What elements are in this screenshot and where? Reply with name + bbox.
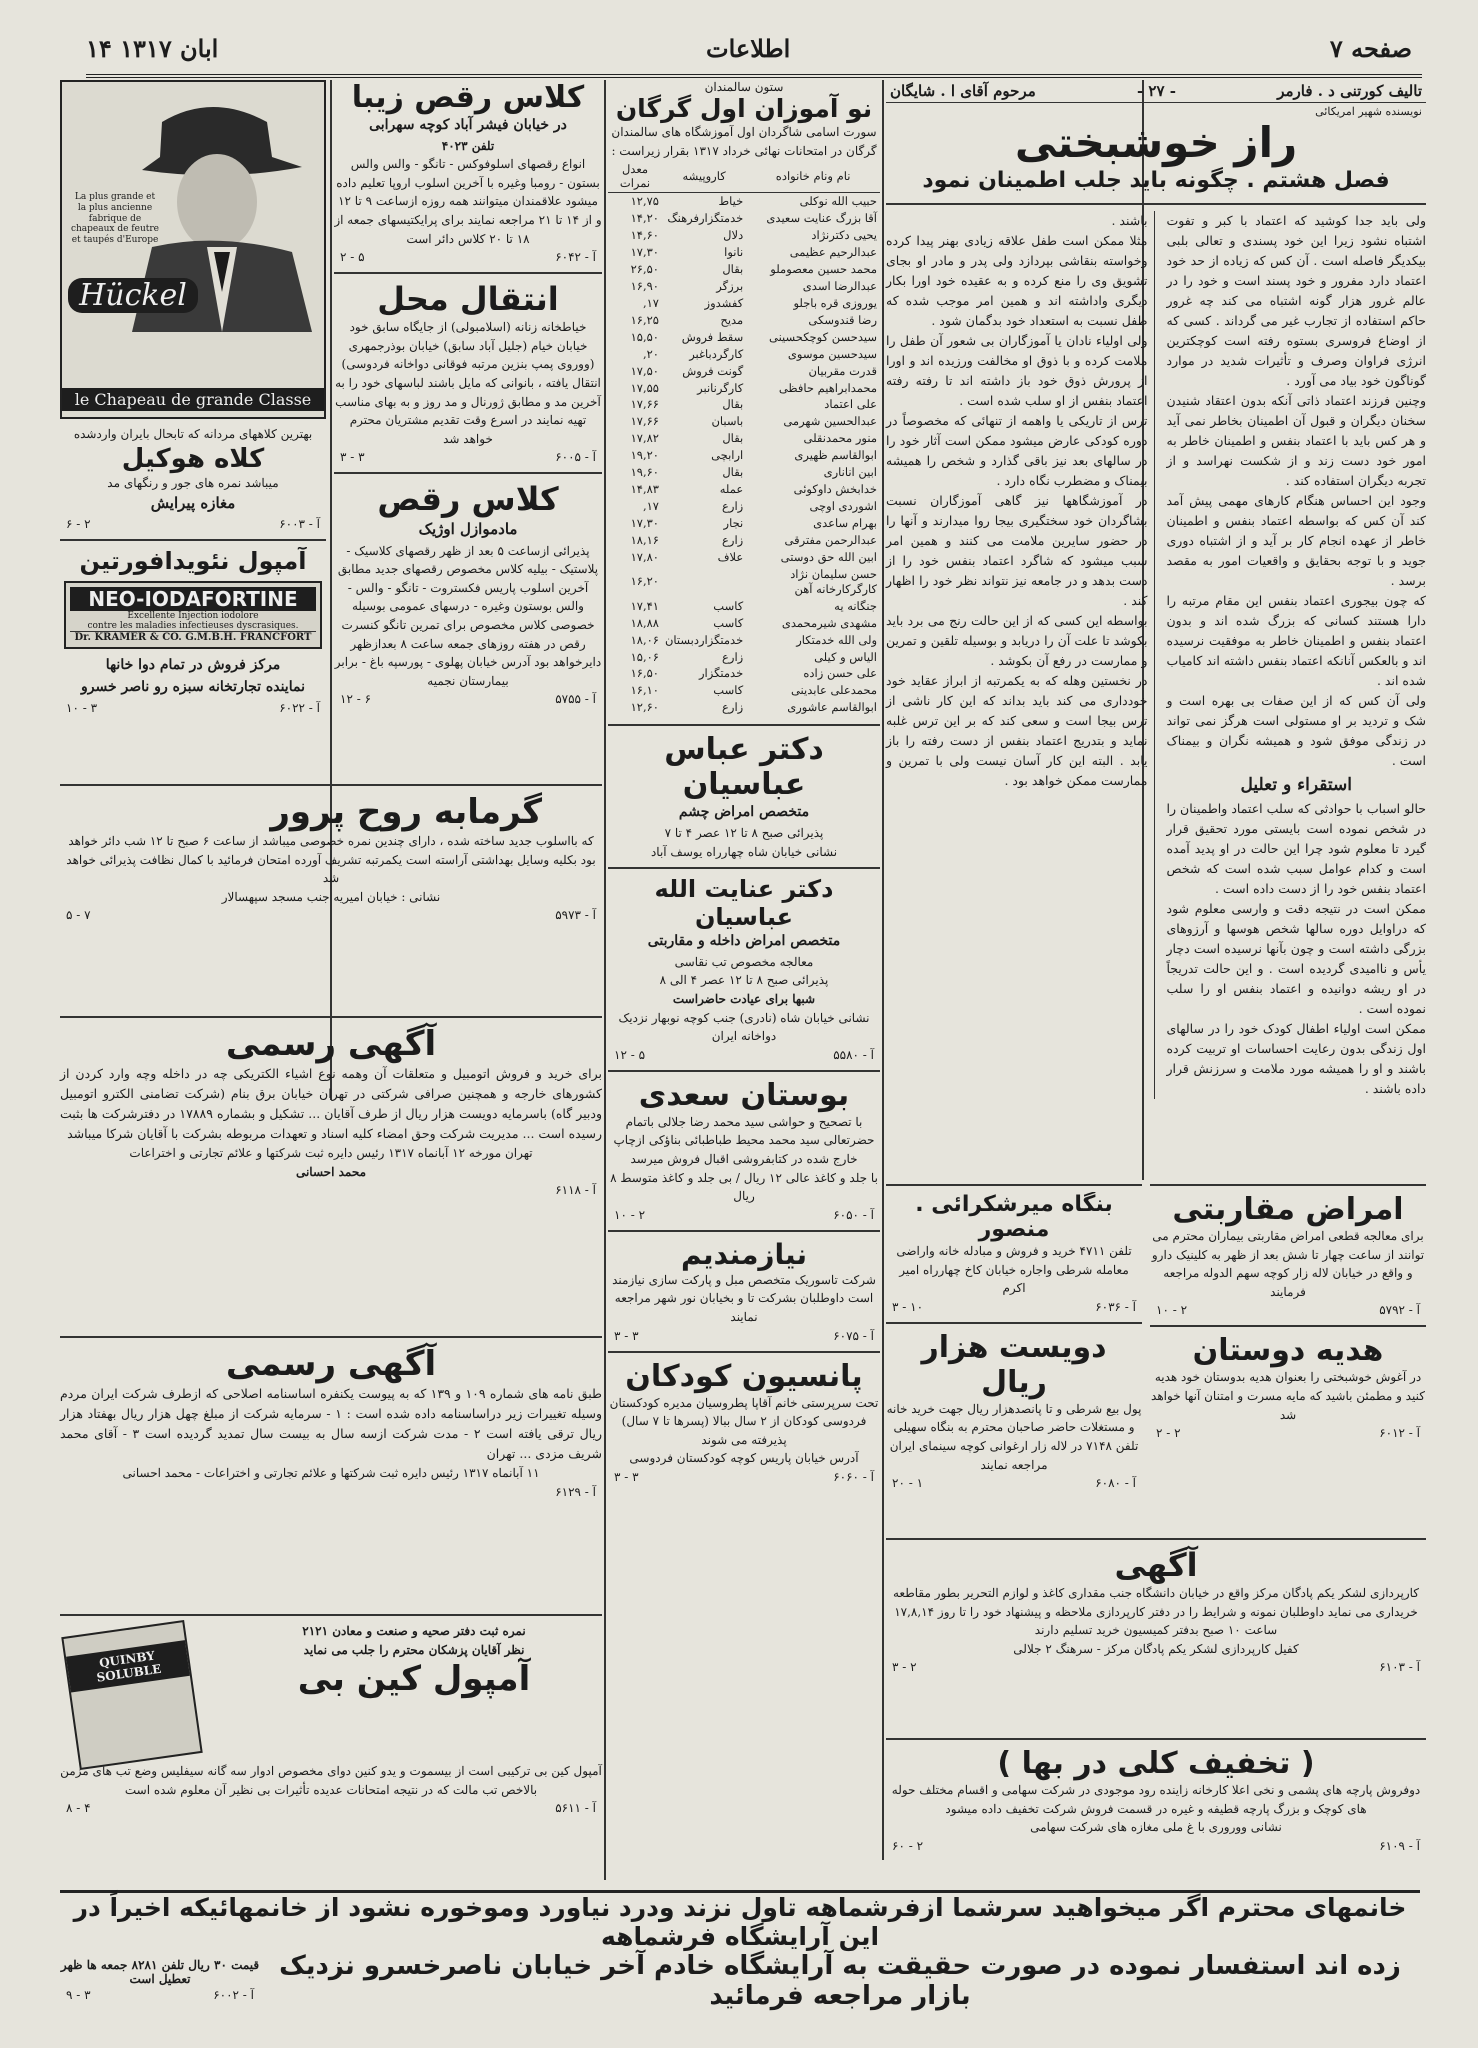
dance-class-sub: مادموازل اوژیک	[418, 520, 518, 539]
serial-paragraph: بواسطه این کسی که از این حالت رنج می برد باید بکوشد تا علت آن را دریابد و بوسیله تلقین و تمرین و ممارست در رفع آن بکوشد .	[886, 612, 1148, 668]
table-cell: کارگردباغبر	[689, 346, 744, 361]
table-header: معدل نمرات	[608, 160, 662, 193]
doctor-internal-hours: پذیرائی صبح ۸ تا ۱۲ عصر ۴ الی ۸	[659, 973, 829, 988]
serial-paragraph: ولی باید جدا کوشید که اعتماد با کبر و تفوت اشتباه نشود زیرا این خود پسندی و تعالی بلبی بیکدیگر فاصله است . آن کس که زیاده از حد خود اعتماد دارد مفرور و خود پسند است و خود را در عالم غرور هزار گونه اشتباه می کند چه غرور حاکم استفاده از تجارب غیر می گرداند . کسی که از اوضاع فروسری بستوه رفته است کوچکترین انرژی فراوان وصرف و تأثیرات شدید در موارد گوناگون خود بیاد می آورد .	[1166, 212, 1426, 388]
ad-code: آ - ۶۰۳۶	[1095, 1299, 1136, 1314]
doctor-eye-hours: پذیرائی صبح ۸ تا ۱۲ عصر ۴ تا ۷	[664, 825, 824, 840]
ad-code: آ - ۶۰۰۵	[555, 450, 596, 465]
ad-ref: ۳ - ۹	[66, 1988, 91, 2002]
table-row	[608, 498, 880, 515]
ad-ref: ۲ - ۲	[1156, 1426, 1181, 1441]
serial-paragraph: که چون بیجوری اعتماد بنفس این مقام مرتبه را دارا هستند کسانی که بزرگ شده اند و بدون اعتماد بنفس و اطمینان خاطر به موفقیت نرسیده اند و بالعکس آنانکه اعتماد بنفس داشته اند کامیاب شده اند .	[1166, 592, 1426, 688]
table-cell: ولی الله خدمتکار	[796, 632, 877, 647]
ad-ref: ۲ - ۱۰	[1156, 1303, 1188, 1318]
dance-ziba-title: کلاس رقص زیبا	[351, 80, 585, 115]
serial-subtitle: فصل هشتم . چگونه باید جلب اطمینان نمود	[922, 168, 1390, 194]
table-row	[608, 295, 880, 312]
list-kicker: ستون سالمندان	[704, 80, 784, 94]
ad-code: آ - ۶۰۷۵	[833, 1328, 874, 1343]
ad-hat	[60, 80, 326, 419]
ad-agency-text: تلفن ۴۷۱۱ خرید و فروش و مبادله خانه واراضی معامله شرطی واجاره خیابان کاخ چهارراه امیر اکرم	[896, 1244, 1132, 1296]
table-cell: ۱۷,۸۰	[630, 549, 659, 564]
ad-dance-ziba	[334, 80, 602, 266]
table-cell: نانوا	[724, 245, 744, 259]
dance-column	[334, 80, 602, 708]
table-cell: یوروزی قره باجلو	[793, 295, 877, 310]
table-cell: ۱۸,۰۶	[630, 632, 659, 647]
hat-fa-shop: مغازه پیرایش	[150, 494, 236, 513]
serial-column-left	[886, 211, 1155, 1099]
table-cell: کاسب	[713, 683, 744, 698]
table-row	[608, 566, 880, 598]
official1-text: برای خرید و فروش اتومبیل و متعلقات آن وهمه نوع اشیاء الکتریکی چه در داخله وچه وارد کردن از کشورهای خارجه و همچنین صرافی شرکتی در تهران خیابان برق بنام (شرکت تضامنی الکترو اتومبیل ودبیر گاه) باسرمایه دویست هزار ریال از طرف آقایان ... تشکیل و بشماره ۱۷۸۸۹ در دفترشرکت ها بثبت رسیده است ... مدیریت شرکت وحق امضاء کلیه اسناد و تعهدات مربوطه بشرکت با آقایان شرکا میباشد	[60, 1066, 602, 1141]
table-cell: بقال	[722, 431, 744, 446]
ad-code: آ - ۶۰۱۲	[1379, 1426, 1420, 1441]
table-cell: کاسب	[713, 598, 744, 613]
ad-ref: ۵ - ۲	[340, 250, 365, 265]
ad-diseases-title: امراض مقاربتی	[1172, 1192, 1404, 1227]
table-row	[608, 464, 880, 481]
banner-price: قیمت ۳۰ ریال تلفن ۸۲۸۱ جمعه ها ظهر تعطیل است	[60, 1958, 260, 1986]
table-cell: یحیی دکترنژاد	[811, 228, 877, 243]
table-cell: حبیب الله نوکلی	[799, 194, 877, 209]
serial-paragraph: در نخستین وهله که به یکمرتبه از ابراز عقاید خود خودداری می کند باید بداند که این کار ناشی از ترس بیجا است و سعی کند که بر این ترس غلبه نماید و بتدریج اعتماد بنفس از دست رفته را باز یابد . البته این کار آسان نیست ولی با تمرین و ممارست ممکن خواهد بود .	[886, 672, 1148, 788]
list-title: نو آموزان اول گرگان	[615, 94, 873, 123]
table-cell: عبدالرحمن مفترقی	[784, 532, 877, 547]
ad-code: آ - ۶۰۰۳	[279, 517, 320, 532]
table-cell: محمد حسین معصوملو	[770, 261, 877, 276]
table-cell: اشوردی اوچی	[809, 499, 877, 514]
table-cell: ۱۷,۵۵	[630, 380, 659, 395]
table-cell: علی حسن زاده	[803, 666, 877, 681]
ad-ref: ۳ - ۳	[614, 1469, 639, 1484]
table-cell: محمدعلی عابدینی	[790, 683, 877, 698]
doctor-eye-specialty: متخصص امراض چشم	[678, 804, 810, 821]
table-row	[608, 193, 880, 210]
official1-date: تهران مورخه ۱۲ آبانماه ۱۳۱۷ رئیس دایره ثبت شرکتها و علائم تجارتی و اختراعات	[129, 1146, 533, 1160]
ad-notice-footer: کفیل کارپردازی لشکر یکم پادگان مرکز - سرهنگ ۲ جلالی	[1013, 1641, 1299, 1656]
ad-ref: ۳ - ۱۰	[66, 700, 98, 715]
hat-fa-brand: کلاه هوکیل	[121, 443, 265, 474]
ad-doctor-eye	[608, 732, 880, 861]
bottom-banner	[60, 1890, 1420, 2011]
table-row	[608, 549, 880, 566]
table-cell: ۲۶,۵۰	[630, 261, 659, 276]
table-cell: خدمتگزارفرهنگ	[667, 211, 744, 226]
doctor-eye-address: نشانی خیابان شاه چهارراه یوسف آباد	[650, 844, 838, 859]
needed-title: نیازمندیم	[681, 1237, 807, 1271]
ad-code: آ - ۵۶۱۱	[555, 1801, 596, 1816]
bostan-title: بوستان سعدی	[638, 1077, 850, 1113]
table-cell: ۱۹,۲۰	[630, 448, 659, 463]
ad-ref: ۲ - ۶۰	[892, 1838, 924, 1853]
table-cell: ۱۲,۷۵	[630, 194, 659, 209]
quinby-box-label: QUINBY SOLUBLE	[66, 1640, 190, 1692]
serial-writer-note: نویسنده شهیر امریکائی	[1315, 105, 1422, 118]
table-row	[608, 278, 880, 295]
table-cell: زارع	[722, 499, 744, 514]
ad-ref: ۴ - ۸	[66, 1801, 91, 1816]
dance-class-text: پذیرائی ازساعت ۵ بعد از ظهر رقصهای کلاسیک - پلاستیک - بیلیه کلاس مخصوص رقصهای جدید مطابق آخرین اسلوب پاریس فکستروت - تانگو - والس - والس بوستون وغیره - درسهای عمومی بوسیله خصوصی کلاس مخصوص برای تمرین تانگو کنسرت رقص در هفته روزهای جمعه ساعت ۸ بعدازظهر دایرخواهد بود آدرس خیابان پهلوی - پورسپه باغ - برابر بیمارستان نجمیه	[334, 543, 602, 688]
serial-paragraph: وجود این احساس هنگام کارهای مهمی پیش آمد کند آن کس که بواسطه اعتماد بنفس و اطمینان خاطر از عهده انجام کار بر آید و از اشتباه دوری جوید و با توجه بحقایق و واقعیات امور به مقصد برسد .	[1166, 492, 1426, 588]
table-cell: نجار	[723, 516, 744, 530]
ad-diseases	[1150, 1192, 1426, 1319]
table-cell: سقط فروش	[681, 329, 744, 344]
table-row	[608, 699, 880, 716]
neo-agent: نماینده تجارتخانه سبزه رو ناصر خسرو	[81, 679, 305, 696]
table-cell: کارگرنانبر	[697, 380, 744, 395]
table-row	[608, 244, 880, 261]
table-cell: خدمتگزاردبستان	[664, 632, 744, 647]
move-text: خیاطخانه زنانه (اسلامبولی) از جایگاه سابق خود خیابان خیام (جلیل آباد سابق) خیابان بوذرجمهری (ووروی پمپ بنزین مرتبه فوقانی دواخانه فردوسی) انتقال یافته ، بانوانی که مایل باشند لباسهای خود را به آخرین مد و مطابق ژورنال و مد روز و به بهای مناسب تهیه نمایند در اسرع وقت تقدیم مشتریان محترم خواهد شد	[335, 320, 601, 446]
table-cell: ارابچی	[711, 448, 744, 463]
serial-paragraph: ولی آن کس که از این صفات بی بهره است و شک و تردید بر او مستولی است هرگز نمی تواند در زندگی موفق شود و همیشه نگران و بیمناک است .	[1166, 692, 1426, 768]
ad-move	[334, 280, 602, 466]
table-cell: ۱۶,۱۰	[630, 683, 659, 698]
ad-code: آ - ۵۷۵۵	[555, 692, 596, 707]
neo-title: آمپول نئویدافورتین	[79, 547, 307, 576]
table-cell: زارع	[722, 532, 744, 547]
left-ads-column	[60, 80, 326, 717]
table-cell: بقال	[722, 397, 744, 412]
table-cell: ابوالقاسم عاشوری	[787, 700, 877, 715]
table-cell: ابوالقاسم ظهیری	[794, 448, 877, 463]
table-cell: ۱۶,۲۵	[630, 312, 659, 327]
table-cell: ۱۷,۴۱	[630, 598, 659, 613]
neo-brand: NEO-IODAFORTINE	[70, 587, 316, 611]
ad-needed	[608, 1238, 880, 1345]
doctor-internal-extra: معالجه مخصوص تب نقاسی	[674, 954, 814, 969]
table-row	[608, 380, 880, 397]
table-cell: علاف	[717, 549, 744, 564]
table-row	[608, 615, 880, 632]
ad-gift-text: در آغوش خوشبختی را بعنوان هدیه بدوستان خود هدیه کنید و مطمئن باشید که مایه مسرت و امتنان آنها خواهد شد	[1151, 1370, 1425, 1422]
column-rule	[604, 80, 606, 1880]
official2-date: ۱۱ آبانماه ۱۳۱۷ رئیس دایره ثبت شرکتها و علائم تجارتی و اختراعات - محمد احسانی	[122, 1466, 540, 1480]
table-cell: خیاط	[718, 194, 744, 209]
table-row	[608, 329, 880, 346]
table-cell: کفشدوز	[704, 295, 744, 310]
table-cell: ۱۷,۶۶	[630, 414, 659, 429]
table-row	[608, 312, 880, 329]
table-cell: ابین اناناری	[823, 465, 877, 480]
table-cell: جنگانه یه	[834, 598, 877, 613]
official2-text: طبق نامه های شماره ۱۰۹ و ۱۳۹ که به پیوست یکنفره اساسنامه اصلاحی که ازطرف شرکت ایران مردم وسیله تغییرات زیر دراساسنامه داده شده است : ۱ - سرمایه شرکت از مبلغ چهل هزار ریال بهفتاد هزار ریال ترقی یافته است ۲ - مدت شرکت ازسه سال به بیست سال تمدید گردیده است ۳ - آقای محمد شریف مزدی ... تهران	[60, 1386, 603, 1461]
ad-notice-text: کارپردازی لشکر یکم پادگان مرکز واقع در خیابان دانشگاه جنب مقداری کاغذ و لوازم التحریر بطور مقاطعه خریداری می نماید داوطلبان نمونه و شرایط را در دفتر کارپردازی ملاحظه و پیشنهاد خود را تا روز ۱۷,۸,۱۴ ساعت ۱۰ صبح بدفتر کمیسیون خرید تسلیم دارند	[892, 1586, 1419, 1638]
newspaper-name: اطلاعات	[706, 34, 791, 63]
dance-class-title: کلاس رقص	[377, 480, 559, 519]
right-ads-column	[1150, 1178, 1426, 1442]
table-cell: علی اعتماد	[824, 397, 877, 412]
ad-gift-title: هدیه دوستان	[1192, 1333, 1384, 1369]
doctor-internal-specialty: متخصص امراض داخله و مقاربتی	[647, 933, 841, 950]
serial-author: تالیف کورتنی د . فارمر	[1277, 82, 1422, 100]
table-cell: ۱۷,۵۰	[630, 363, 659, 378]
table-cell: ۱۴,۸۳	[630, 482, 659, 497]
hat-fa-line3: میباشد نمره های جور و رنگهای مد	[107, 475, 279, 490]
bath-text: که بااسلوب جدید ساخته شده ، دارای چندین نمره خصوصی میباشد از ساعت ۶ صبح تا ۱۲ شب دائر خواهد بود بکلیه وسایل بهداشتی آراسته است یکمرتبه تشریف آورده امتحان فرمائید با کمال نظافت پذیرائی خواهد شد	[66, 834, 596, 886]
page-number: صفحه ۷	[1329, 34, 1412, 63]
table-cell: الیاس و کیلی	[814, 649, 877, 664]
serial-title: راز خوشبختی	[1014, 118, 1298, 167]
serial-paragraph: وچنین فرزند اعتماد ذاتی آنکه بدون اعتقاد شنیدن سخنان دیگران و قبول آن اطمینان بخاطر نمی آید و هر کس باید با اعتماد بنفس و اطمینان خاطر به امور خود دست زند و از شکست نهراسد و از تجربه دیگران استفاده کند .	[1166, 392, 1426, 488]
table-row	[608, 632, 880, 649]
ad-loan-text: پول بیع شرطی و تا پانصدهزار ریال جهت خرید خانه و مستغلات حاضر صاحبان محترم به بنگاه سهیلی تلفن ۷۱۴۸ در لاله زار ارغوانی کوچه سینمای ایران مراجعه نمایند	[886, 1401, 1142, 1472]
ad-code: آ - ۶۰۴۲	[555, 250, 596, 265]
table-cell: عبدالرحیم عظیمی	[789, 245, 877, 259]
ad-code: آ - ۶۰۲۲	[279, 700, 320, 715]
table-cell: محمدابراهیم حافظی	[778, 380, 877, 395]
ad-gift	[1150, 1333, 1426, 1442]
table-cell: سیدحسن کوچکحسینی	[768, 329, 877, 344]
doctor-internal-address: نشانی خیابان شاه (نادری) جنب کوچه نوبهار نزدیک دواخانه ایران	[618, 1010, 870, 1044]
serial-paragraph: ممکن است اولیاء اطفال کودک خود را در سالهای اول زندگی بدون رعایت احساسات او تربیت کرده باشند و او را همیشه مورد ملامت و سرزنش قرار داده باشند .	[1166, 1020, 1426, 1096]
quinby-top1: نمره ثبت دفتر صحیه و صنعت و معادن ۲۱۲۱	[302, 1624, 526, 1638]
ad-diseases-text: برای معالجه قطعی امراض مقاربتی بیماران محترم می توانند از ساعت چهار تا شش بعد از ظهر به کلینیک دارو و واقع در خیابان لاله زار کوچه سهم الدوله مراجعه فرمایند	[1151, 1229, 1425, 1299]
dance-ziba-location: در خیابان فیشر آباد کوچه سهرابی	[369, 117, 567, 133]
table-cell: حسن سلیمان نژاد کارگرکارخانه آهن	[790, 566, 877, 596]
ad-discount-address: نشانی ووروری با غ ملی مغازه های شرکت سهامی	[1030, 1820, 1282, 1835]
table-cell: مشهدی شیرمحمدی	[781, 615, 877, 630]
neo-maker: Dr. KRAMER & CO. G.M.B.H. FRANCFORT	[70, 631, 316, 643]
ad-quinby	[60, 1608, 602, 1817]
ad-ref: ۱۰ - ۳	[892, 1299, 924, 1314]
banner-line2: زده اند استفسار نموده در صورت حقیقت به آرایشگاه خادم آخر خیابان ناصرخسرو نزدیک بازار مراجعه فرمائید	[279, 1951, 1401, 2011]
ad-notice-title: آگهی	[1114, 1546, 1198, 1584]
bostan-text: با تصحیح و حواشی سید محمد رضا جلالی باتمام حضرتعالی سید محمد محیط طباطبائی بناؤکی ازچاپ خارج شده در کتابفروشی اقبال فروش میرسد	[613, 1114, 875, 1166]
ad-code: آ - ۶۱۱۸	[555, 1183, 596, 1198]
doctor-internal-visits: شبها برای عیادت حاضراست	[672, 992, 816, 1006]
ad-pension	[608, 1359, 880, 1486]
issue-date: ۱۴ ابان ۱۳۱۷	[86, 34, 219, 63]
table-row	[608, 598, 880, 615]
serial-paragraph: ممکن است در نتیجه دقت و وارسی معلوم شود که دراوایل دوره سالها شخص هوسها و آرزوهای بزرگی داشته است و چون بآنها نرسیده است دچار یأس و ناامیدی گردیده است . و این حالت تدریجاً در او ریشه دوانیده و اعتماد بنفس او را سلب نموده است .	[1166, 900, 1426, 1016]
ad-ref: ۷ - ۵	[66, 908, 91, 923]
table-row	[608, 413, 880, 430]
table-cell: ۱۵,۰۶	[630, 649, 659, 664]
ad-code: آ - ۶۰۶۰	[833, 1469, 874, 1484]
table-cell: بقال	[722, 465, 744, 480]
quinby-text: آمپول کین بی ترکیبی است از بیسموت و یدو کنین دوای مخصوص ادوار سه گانه سیفلیس وضع تب های مزمن بالاخص تب مالت که در نتیجه امتحانات عدیده تأثیرات بی نظیر آن معلوم شده است	[60, 1764, 602, 1797]
students-table	[608, 160, 880, 716]
move-title: انتقال محل	[377, 280, 559, 319]
pension-address: آدرس خیابان پاریس کوچه کودکستان فردوسی	[629, 1451, 859, 1466]
table-cell: گونت فروش	[682, 363, 744, 378]
table-row	[608, 430, 880, 447]
table-row	[608, 261, 880, 278]
official-notice-1	[60, 1010, 602, 1199]
hat-tagline: le Chapeau de grande Classe	[62, 388, 324, 411]
neo-box	[64, 581, 322, 649]
table-row	[608, 346, 880, 363]
ad-notice	[886, 1532, 1426, 1676]
ad-ref: ۲ - ۱۰	[614, 1207, 646, 1222]
ad-code: آ - ۵۹۷۳	[555, 908, 596, 923]
middle-right-ads-column	[886, 1178, 1142, 1492]
table-cell: ۲۰,	[642, 346, 659, 361]
page-header	[86, 28, 1422, 78]
ad-loan-title: دویست هزار ریال	[921, 1329, 1107, 1400]
ad-hat-persian	[60, 425, 326, 533]
bath-address: نشانی : خیابان امیریه جنب مسجد سپهسالار	[221, 889, 441, 904]
ad-neo-iodafortine	[60, 547, 326, 716]
bath-title: گرمابه روح پرور	[270, 792, 542, 832]
table-cell: باسبان	[711, 414, 744, 429]
table-header: نام ونام خانواده	[746, 160, 880, 193]
banner-line1: خانمهای محترم اگر میخواهید سرشما ازفرشماهه تاول نزند ودرد نیاورد وموخوره نشود از خانمهائیکه اخیراً در این آرایشگاه فرشماهه	[73, 1893, 1407, 1951]
column-rule	[330, 80, 332, 1100]
table-row	[608, 363, 880, 380]
dance-ziba-phone: تلفن ۴۰۲۳	[441, 138, 495, 153]
ad-ref: ۵ - ۱۲	[614, 1047, 646, 1062]
serial-column-right	[1167, 211, 1427, 1099]
table-row	[608, 396, 880, 413]
quinby-box-illustration	[61, 1620, 202, 1770]
table-cell: ۱۷,۳۰	[630, 516, 659, 530]
table-cell: رضا قندوسکی	[808, 312, 877, 327]
pension-text: تحت سرپرستی خانم آقاپا پطروسیان مدیره کودکستان فردوسی کودکان از ۲ سال ببالا (پسرها تا ۷ سال) پذیرفته می شوند	[609, 1395, 879, 1447]
table-cell: زارع	[722, 649, 744, 664]
table-cell: عبدالرضا اسدی	[802, 278, 877, 293]
official1-title: آگهی رسمی	[225, 1024, 437, 1064]
bostan-prices: با جلد و کاغذ عالی ۱۲ ریال / بی جلد و کاغذ متوسط ۸ ریال	[610, 1170, 878, 1204]
ad-agency-title: بنگاه میرشکرائی . منصور	[915, 1192, 1113, 1242]
table-row	[608, 682, 880, 699]
table-cell: ۱۷,۸۲	[630, 431, 659, 446]
students-column	[608, 80, 880, 1486]
table-row	[608, 447, 880, 464]
ad-discount-text: دوفروش پارچه های پشمی و نخی اعلا کارخانه زاینده رود موجودی در شرکت سهامی و اقسام مختلف حوله های کوچک و بزرگ پارچه قطیفه و غیره در قسمت فروش شرکت تخفیف داده میشود	[891, 1783, 1421, 1816]
neo-sale: مرکز فروش در تمام دوا خانها	[105, 657, 281, 674]
table-cell: ۱۴,۶۰	[630, 228, 659, 243]
table-row	[608, 649, 880, 666]
ad-dance-class	[334, 480, 602, 708]
table-row	[608, 515, 880, 532]
table-cell: ۱۷,۶۶	[630, 397, 659, 412]
official1-signer: محمد احسانی	[295, 1164, 367, 1179]
list-intro: سورت اسامی شاگردان اول آموزشگاه های سالمندان گرگان در امتحانات نهائی خرداد ۱۳۱۷ بقرار زیراست :	[611, 125, 877, 158]
ad-code: آ - ۶۱۰۹	[1379, 1838, 1420, 1853]
serial-paragraph: مثلا ممکن است طفل علاقه زیادی بهنر پیدا کرده وخواسته بنقاشی بپردازد ولی پدر و مادر او بجای تشویق وی را منع کرده و به عقیده خود اورا بکار دیگری واداشته اند و همین امر موجب شده که طفل نسبت به استعداد خود بدگمان شود .	[886, 232, 1148, 328]
table-cell: آقا بزرگ عنایت سعیدی	[766, 211, 877, 226]
table-cell: ۱۶,۲۰	[630, 574, 659, 589]
table-cell: خدمتگزار	[698, 666, 744, 681]
hat-brand: Hückel	[68, 278, 198, 313]
table-cell: ۱۸,۸۸	[630, 615, 659, 630]
table-cell: سیدحسین موسوی	[787, 346, 877, 361]
serial-translator: مرحوم آقای ا . شایگان	[890, 82, 1036, 100]
table-cell: کاسب	[713, 615, 744, 630]
dance-ziba-text: انواع رقصهای اسلوفوکس - تانگو - والس والس بستون - رومبا وغیره با آخرین اسلوب اروپا تعلیم داده میشود علاقمندان میتوانند همه روزه ازساعت ۹ تا ۱۲ و از ۱۴ تا ۲۱ مراجعه نمایند برای پرایکتیسهای جمعه از ۱۸ تا ۲۰ کلاس دائر است	[334, 157, 602, 246]
table-cell: ۱۷,۳۰	[630, 245, 659, 259]
serial-paragraph: ولی اولیاء نادان یا آموزگاران بی شعور آن طفل را ملامت کرده و با ذوق او مخالفت ورزیده اند و اورا از پرورش ذوق خود باز داشته اند تا رفته رفته اعتماد بنفس از او سلب شده است .	[886, 332, 1148, 408]
ad-ref: ۶ - ۱۲	[340, 692, 372, 707]
table-row	[608, 532, 880, 549]
table-cell	[662, 566, 746, 598]
serial-story	[886, 80, 1426, 1099]
table-cell: عبدالحسین شهرمی	[783, 414, 877, 429]
table-cell: ۱۵,۵۰	[630, 329, 659, 344]
pension-title: پانسیون کودکان	[625, 1358, 863, 1394]
table-cell: ۱۲,۶۰	[630, 700, 659, 715]
ad-bostan	[608, 1078, 880, 1224]
ad-ref: ۲ - ۳	[892, 1660, 917, 1675]
table-cell: ۱۶,۹۰	[630, 278, 659, 293]
serial-section-heading: استقراء و تعلیل	[1240, 774, 1352, 795]
table-cell: منور محمدنقلی	[803, 431, 877, 446]
table-cell: برزگر	[716, 278, 744, 293]
hat-fa-line1: بهترین کلاههای مردانه که تابحال بایران واردشده	[73, 427, 313, 441]
table-cell: ۱۷,	[642, 295, 659, 310]
column-rule	[882, 80, 884, 1860]
ad-bath	[60, 778, 602, 924]
table-cell: بقال	[722, 261, 744, 276]
ad-ref: ۱ - ۲۰	[892, 1476, 924, 1491]
neo-desc2: contre les maladies infectieuses dyscrasiques.	[87, 621, 299, 632]
ad-discount	[886, 1732, 1426, 1855]
ad-ref: ۳ - ۳	[340, 450, 365, 465]
ad-discount-title: ( تخفیف کلی در بها )	[997, 1746, 1315, 1781]
serial-paragraph: در آموزشگاهها نیز گاهی آموزگاران نسبت بشاگردان خود سختگیری بیجا روا میدارند و آنها را در حضور سایرین ملامت می کنند و همین امر سبب میشود که شاگرد اعتماد بنفس خود را از دست بدهد و در جامعه نیز نتواند نظر خود را اظهار کند .	[886, 492, 1148, 608]
ad-ref: ۲ - ۶	[66, 517, 91, 532]
table-header: کاروپیشه	[662, 160, 746, 193]
table-cell: خدابخش داوکوئی	[793, 482, 877, 497]
table-cell: بهرام ساعدی	[813, 516, 877, 530]
ad-agency	[886, 1192, 1142, 1316]
table-row	[608, 665, 880, 682]
ad-code: آ - ۶۰۵۰	[833, 1207, 874, 1222]
ad-code: آ - ۶۰۸۰	[1095, 1476, 1136, 1491]
serial-paragraph: حالو اسباب با حوادثی که سلب اعتماد واطمینان را در شخص نموده است بایستی مورد تحقیق قرار گیرد تا معلوم شود چرا این حالت در او پدید آمده است و کدام عوامل سبب شده است که شخص اعتماد بنفس خود را از دست داده است .	[1166, 800, 1426, 896]
table-row	[608, 210, 880, 227]
table-cell: ۱۸,۱۶	[630, 532, 659, 547]
needed-text: شرکت تاسوریک متخصص مبل و پارکت سازی نیازمند است داوطلبان بشرکت تا و بخیابان نور شهر مراجعه نمایند	[612, 1272, 876, 1324]
ad-ref: ۳ - ۳	[614, 1328, 639, 1343]
table-cell: دلال	[723, 228, 744, 243]
table-cell: عمله	[719, 482, 744, 497]
ad-code: آ - ۶۰۰۲	[213, 1988, 254, 2002]
official2-title: آگهی رسمی	[225, 1344, 437, 1384]
ad-doctor-internal	[608, 875, 880, 1064]
ad-code: آ - ۵۵۸۰	[833, 1047, 874, 1062]
table-cell: ابین الله حق دوستی	[780, 549, 877, 564]
serial-paragraph: باشند .	[1111, 212, 1148, 228]
table-row	[608, 481, 880, 498]
ad-code: آ - ۵۷۹۲	[1379, 1303, 1420, 1318]
table-cell: ۱۹,۶۰	[630, 465, 659, 480]
table-cell: قدرت مقربیان	[808, 363, 877, 378]
official-notice-2	[60, 1330, 602, 1501]
ad-code: آ - ۶۱۰۳	[1379, 1660, 1420, 1675]
table-cell: ۱۴,۲۰	[630, 211, 659, 226]
serial-paragraph: ترس از تاریکی یا واهمه از تنهائی که مخصوصاً در دوره کودکی عارض میشود ممکن است آثار خود را در سالهای بعد نیز باقی گذارد و شخص را همیشه بیمناک و مضطرب نگاه دارد .	[886, 412, 1148, 488]
serial-number: - ۲۷ -	[1136, 82, 1176, 100]
quinby-title: آمپول کین بی	[297, 1659, 531, 1700]
table-row	[608, 227, 880, 244]
table-cell: مدیح	[720, 312, 744, 327]
doctor-eye-title: دکتر عباس عباسیان	[664, 732, 824, 803]
hat-french-text: La plus grande et la plus ancienne fabrique de chapeaux de feutre et taupés d'Europe	[70, 192, 160, 246]
ad-loan	[886, 1330, 1142, 1492]
doctor-internal-title: دکتر عنایت الله عباسیان	[654, 875, 834, 932]
table-cell: زارع	[722, 700, 744, 715]
quinby-top2: نظر آقایان پزشکان محترم را جلب می نماید	[303, 1642, 525, 1657]
neo-desc1: Excellente Injection iodolore	[127, 611, 259, 622]
ad-code: آ - ۶۱۲۹	[555, 1484, 596, 1499]
table-cell: ۱۶,۵۰	[630, 666, 659, 681]
table-cell: ۱۷,	[642, 499, 659, 514]
